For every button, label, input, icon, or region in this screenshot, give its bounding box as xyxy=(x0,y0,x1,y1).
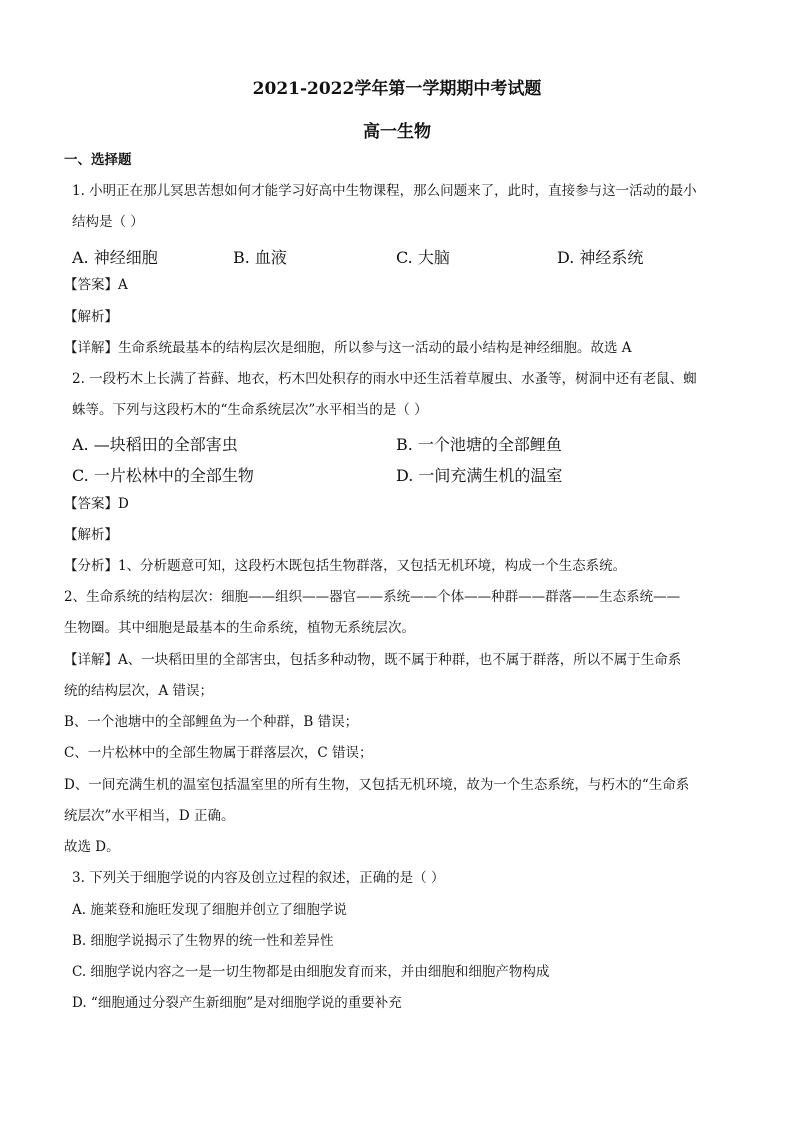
q3-option-a: A. 施莱登和施旺发现了细胞并创立了细胞学说 xyxy=(72,902,347,918)
q2-option-c: C. 一片松林中的全部生物 xyxy=(72,466,254,485)
q2-option-b: B. 一个池塘的全部鲤鱼 xyxy=(396,435,562,454)
q3-option-d: D. “细胞通过分裂产生新细胞”是对细胞学说的重要补充 xyxy=(72,995,402,1011)
section-heading: 一、选择题 xyxy=(64,152,132,168)
q3-option-b: B. 细胞学说揭示了生物界的统一性和差异性 xyxy=(72,933,334,949)
q2-analysis-heading: 【解析】 xyxy=(64,527,118,543)
q1-analysis-heading: 【解析】 xyxy=(64,309,118,325)
exam-title: 2021-2022学年第一学期期中考试题 xyxy=(252,79,542,99)
q1-detail: 【详解】生命系统最基本的结构层次是细胞，所以参与这一活动的最小结构是神经细胞。故选 A xyxy=(64,340,632,356)
q2-explanation-line: 2、生命系统的结构层次：细胞——组织——器官——系统——个体——种群——群落——生态系统—— xyxy=(64,589,681,605)
q2-explanation-line: 【分析】1、分析题意可知，这段朽木既包括生物群落，又包括无机环境，构成一个生态系统。 xyxy=(64,558,627,574)
q2-explanation-line: 【详解】A、一块稻田里的全部害虫，包括多种动物，既不属于种群，也不属于群落，所以不属于生命系 xyxy=(64,652,682,668)
q1-option-d: D. 神经系统 xyxy=(557,248,644,267)
q2-stem-line-1: 2. 一段朽木上长满了苔藓、地衣，朽木凹处积存的雨水中还生活着草履虫、水蚤等，树洞中还有老鼠、蜘 xyxy=(72,371,697,387)
q1-stem-line-1: 1. 小明正在那儿冥思苦想如何才能学习好高中生物课程，那么问题来了，此时，直接参与这一活动的最小 xyxy=(72,183,697,199)
q2-explanation-line: B、一个池塘中的全部鲤鱼为一个种群，B 错误； xyxy=(64,714,359,730)
q2-explanation-line: D、一间充满生机的温室包括温室里的所有生物，又包括无机环境，故为一个生态系统，与朽木的“生命系 xyxy=(64,777,690,793)
q1-answer: 【答案】A xyxy=(64,277,128,293)
q1-option-a: A. 神经细胞 xyxy=(72,248,158,267)
q3-option-c: C. 细胞学说内容之一是一切生物都是由细胞发育而来，并由细胞和细胞产物构成 xyxy=(72,964,550,980)
q2-option-a: A. —块稻田的全部害虫 xyxy=(72,435,238,454)
q2-explanation-line: 统的结构层次，A 错误； xyxy=(64,683,214,699)
exam-subtitle: 高一生物 xyxy=(363,122,431,142)
q3-stem: 3. 下列关于细胞学说的内容及创立过程的叙述，正确的是（ ） xyxy=(72,870,445,886)
q2-option-d: D. 一间充满生机的温室 xyxy=(396,466,563,485)
q1-stem-line-2: 结构是（ ） xyxy=(72,214,144,230)
q2-answer: 【答案】D xyxy=(64,496,129,512)
q2-explanation-line: 故选 D。 xyxy=(64,839,120,855)
q2-explanation-line: C、一片松林中的全部生物属于群落层次，C 错误； xyxy=(64,745,373,761)
q2-explanation-line: 统层次”水平相当，D 正确。 xyxy=(64,808,235,824)
q1-option-c: C. 大脑 xyxy=(396,248,450,267)
q1-option-b: B. 血液 xyxy=(233,248,287,267)
q2-explanation-line: 生物圈。其中细胞是最基本的生命系统，植物无系统层次。 xyxy=(64,620,415,636)
q2-stem-line-2: 蛛等。下列与这段朽木的“生命系统层次”水平相当的是（ ） xyxy=(72,402,428,418)
